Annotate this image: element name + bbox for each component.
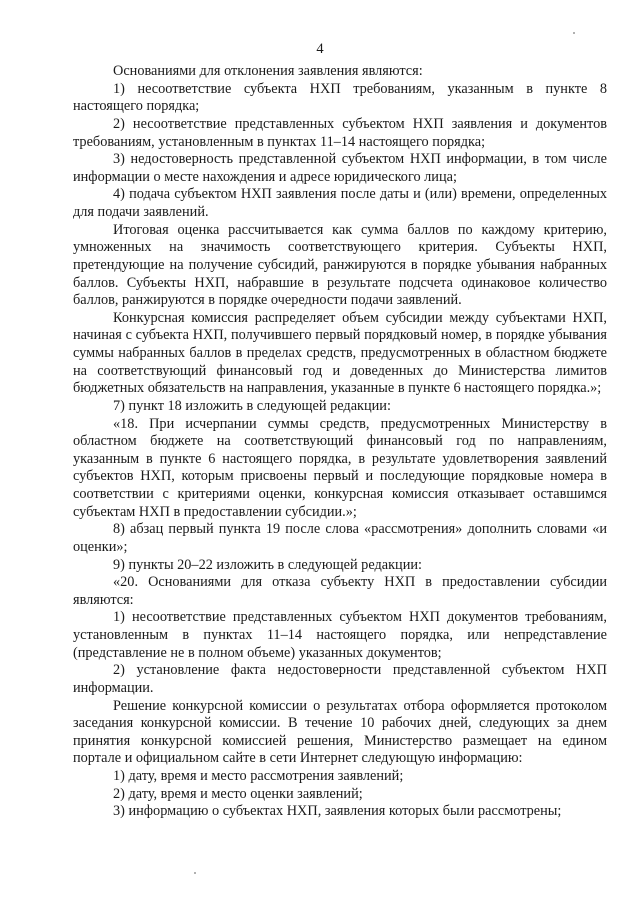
paragraph: Решение конкурсной комиссии о результатах отбора оформляется протоколом заседания конкурсной комиссии. В течение 10 рабочих дней, следующих за днем принятия конкурсной комиссией решения, Министерство размещает на едином портале и официальном сайте в сети Интернет следующую информацию: [73, 697, 607, 767]
amendment-item: 7) пункт 18 изложить в следующей редакции: [113, 397, 391, 414]
scan-speck [194, 872, 196, 874]
list-item: 2) установление факта недостоверности представленной субъектом НХП информации. [73, 662, 607, 696]
list-item: 2) дату, время и место оценки заявлений; [113, 785, 363, 802]
list-item: 1) дату, время и место рассмотрения заявлений; [113, 768, 404, 784]
list-item: 3) информацию о субъектах НХП, заявления которых были рассмотрены; [113, 803, 562, 820]
list-item: 1) несоответствие субъекта НХП требованиям, указанным в пункте 8 настоящего порядка; [73, 80, 607, 115]
list-item: 3) недостоверность представленной субъектом НХП информации, в том числе информации о месте нахождения и адресе юридического лица; [73, 151, 607, 185]
page-number: 4 [316, 41, 324, 57]
quoted-paragraph: «20. Основаниями для отказа субъекту НХП в предоставлении субсидии являются: [73, 574, 607, 608]
paragraph: Основаниями для отклонения заявления являются: [113, 63, 423, 79]
paragraph: Итоговая оценка рассчитывается как сумма баллов по каждому критерию, умноженных на значимость соответствующего критерия. Субъекты НХП, претендующие на получение субсидий, ранжируются в порядке убывания набранных баллов. Субъекты НХП, набравшие в результате подсчета одинаковое количество баллов, ранжируются в порядке очередности подачи заявлений. [73, 221, 607, 309]
paragraph: Конкурсная комиссия распределяет объем субсидии между субъектами НХП, начиная с субъекта НХП, получившего первый порядковый номер, в порядке убывания суммы набранных баллов в пределах средств, предусмотренных в областном бюджете на соответствующий финансовый год и доведенных до Министерства лимитов бюджетных обязательств на направления, указанные в пункте 6 настоящего порядка.»; [73, 309, 607, 397]
amendment-item: 9) пункты 20–22 изложить в следующей редакции: [113, 556, 422, 573]
quoted-paragraph: «18. При исчерпании суммы средств, предусмотренных Министерству в областном бюджете на соответствующий финансовый год по направлениям, указанным в пункте 6 настоящего порядка, в результате удовлетворения заявлений субъектов НХП, которым присвоены первый и последующие порядковые номера в соответствии с критериями оценки, конкурсная комиссия отказывает оставшимся субъектам НХП в предоставлении субсидии.»; [73, 415, 607, 520]
scan-speck [573, 32, 575, 34]
list-item: 1) несоответствие представленных субъектом НХП документов требованиям, установленным в пунктах 11–14 настоящего порядка, или непредставление (представление не в полном объеме) указанных документов; [73, 609, 607, 661]
amendment-item: 8) абзац первый пункта 19 после слова «рассмотрения» дополнить словами «и оценки»; [73, 521, 607, 555]
document-body [73, 63, 607, 821]
list-item: 2) несоответствие представленных субъектом НХП заявления и документов требованиям, установленным в пунктах 11–14 настоящего порядка; [73, 115, 607, 150]
list-item: 4) подача субъектом НХП заявления после даты и (или) времени, определенных для подачи заявлений. [73, 186, 607, 220]
